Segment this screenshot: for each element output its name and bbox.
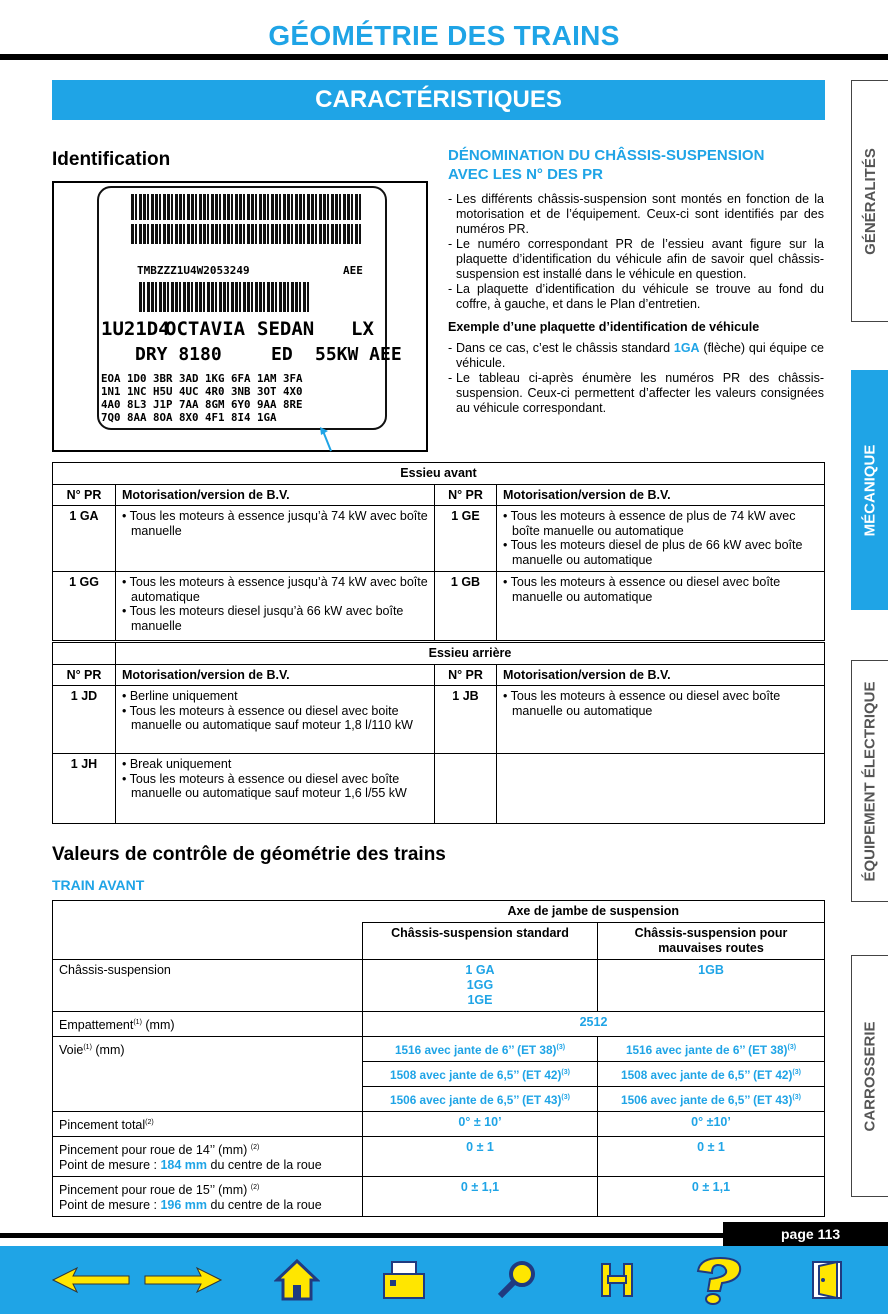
page-number: page 113 (723, 1222, 888, 1246)
tab-mecanique[interactable]: MÉCANIQUE (851, 370, 888, 610)
col-motor: Motorisation/version de B.V. (116, 484, 435, 506)
navigation-bar (0, 1246, 888, 1314)
plate-row2-engine: 55KW AEE (315, 344, 402, 365)
exit-icon[interactable] (804, 1250, 850, 1310)
example-heading: Exemple d’une plaquette d’identification de véhicule (448, 320, 760, 334)
plate-codes-line: 1N1 1NC H5U 4UC 4R0 3NB 3OT 4X0 (101, 385, 303, 398)
denomination-bullet: - Le numéro correspondant PR de l’essieu avant figure sur la plaquette d’identification du véhicule afin de savoir quel châssis-suspension est installé dans le véhicule en question. (448, 237, 824, 282)
plate-row2-code: DRY 8180 (135, 344, 222, 365)
plate-row1-body: SEDAN (257, 318, 315, 340)
col-motor: Motorisation/version de B.V. (497, 484, 825, 506)
front-axle-title: Essieu avant (53, 463, 825, 485)
col-bad-roads: Châssis-suspension pour mauvaises routes (598, 923, 825, 960)
arrow-right-icon[interactable] (142, 1250, 224, 1310)
section-banner: CARACTÉRISTIQUES (52, 80, 825, 120)
plate-codes-line: 4A0 8L3 J1P 7AA 8GM 6Y0 9AA 8RE (101, 398, 303, 411)
train-avant-table (52, 900, 825, 1217)
index-icon[interactable] (590, 1250, 646, 1310)
pr-table: Essieu avant N° PR Motorisation/version de B.V. N° PR Motorisation/version de B.V. 1 GA • Tous les moteurs à essence jusqu’à 74 kW avec boîte manuelle 1 GE • Tous les moteurs à essence de plus de 74 kW avec boîte manuelle ou automatique • Tous les moteurs diesel de plus de 66 kW avec boîte manuelle ou automatique 1 GG • Tous les moteurs à essence jusqu’à 74 kW avec boîte automatique • Tous les moteurs diesel jusqu’à 66 kW avec boîte manuelle 1 GB • Tous les moteurs à essence ou diesel avec boîte manuelle ou automatique Essieu arrière N° PR Motorisation/version de B.V. N° PR Motorisation/version de B.V. 1 JD • Berline uniquement • Tous les moteurs à essence ou diesel avec boite manuelle ou automatique sauf moteur 1,8 l/110 kW 1 JB • Tous les moteurs à essence ou diesel avec boîte manuelle ou automatique 1 JH • Break uniquement • Tous les moteurs à essence ou diesel avec boîte manuelle ou automatique sauf moteur 1,6 l/55 kW (52, 462, 825, 824)
col-pr: N° PR (435, 484, 497, 506)
print-icon[interactable] (374, 1250, 434, 1310)
table-row: 1 JD • Berline uniquement • Tous les moteurs à essence ou diesel avec boite manuelle ou automatique sauf moteur 1,8 l/110 kW 1 JB • Tous les moteurs à essence ou diesel avec boîte manuelle ou automatique (53, 686, 825, 754)
example-bullet: - Dans ce cas, c’est le châssis standard 1GA (flèche) qui équipe ce véhicule. (448, 341, 824, 371)
plate-row2-ed: ED (271, 344, 293, 365)
plate-row1-model: 1U21D4 (101, 318, 170, 340)
table-row: Pincement pour roue de 14’’ (mm) $^{(2)}$ Point de mesure : 184 mm du centre de la roue 0 ± 1 0 ± 1 (53, 1137, 825, 1177)
rear-axle-title: Essieu arrière (116, 642, 825, 665)
table-row: Empattement$^{(1)}$ (mm) 2512 (53, 1012, 825, 1037)
denomination-heading: DÉNOMINATION DU CHÂSSIS-SUSPENSION AVEC LES N° DES PR (448, 147, 765, 183)
home-icon[interactable] (270, 1250, 324, 1310)
col-standard: Châssis-suspension standard (363, 923, 598, 960)
table-row: 1 GA • Tous les moteurs à essence jusqu’à 74 kW avec boîte manuelle 1 GE • Tous les moteurs à essence de plus de 74 kW avec boîte manuelle ou automatique • Tous les moteurs diesel de plus de 66 kW avec boîte manuelle ou automatique (53, 506, 825, 572)
plate-row1-name: OCTAVIA (165, 318, 246, 340)
top-divider (0, 54, 888, 60)
arrow-indicator-icon (318, 425, 336, 453)
plate-vin-code: AEE (343, 264, 363, 277)
table-row: 1508 avec jante de 6,5’’ (ET 42)$^{(3)}$ 1508 avec jante de 6,5’’ (ET 42)$^{(3)}$ (53, 1062, 825, 1087)
help-icon[interactable] (684, 1250, 754, 1310)
plate-codes-line: 7Q0 8AA 8OA 8X0 4F1 8I4 1GA (101, 411, 277, 424)
table-row: 1 JH • Break uniquement • Tous les moteurs à essence ou diesel avec boîte manuelle ou automatique sauf moteur 1,6 l/55 kW (53, 754, 825, 824)
search-icon[interactable] (488, 1250, 544, 1310)
barcode-3 (139, 282, 309, 312)
group-header: Axe de jambe de suspension (363, 901, 825, 923)
barcode-1 (131, 194, 361, 220)
table-row: 1506 avec jante de 6,5’’ (ET 43)$^{(3)}$ 1506 avec jante de 6,5’’ (ET 43)$^{(3)}$ (53, 1087, 825, 1112)
table-row: Voie$^{(1)}$ (mm) 1516 avec jante de 6’’ (ET 38)$^{(3)}$ 1516 avec jante de 6’’ (ET 38)$^{(3)}$ (53, 1037, 825, 1062)
example-bullet: - Le tableau ci-après énumère les numéros PR des châssis-suspension. Ceux-ci permettent d’affecter les valeurs consignées au véhicule correspondant. (448, 371, 824, 416)
plate-codes-line: EOA 1D0 3BR 3AD 1KG 6FA 1AM 3FA (101, 372, 303, 385)
identification-plate (97, 186, 402, 430)
arrow-left-icon[interactable] (50, 1250, 132, 1310)
valeurs-heading: Valeurs de contrôle de géométrie des trains (52, 844, 446, 865)
tab-carrosserie[interactable]: CARROSSERIE (851, 955, 888, 1197)
identification-heading: Identification (52, 149, 171, 170)
highlight-code: 1GA (673, 341, 700, 355)
barcode-2 (131, 224, 361, 244)
tab-equipement-electrique[interactable]: ÉQUIPEMENT ÉLECTRIQUE (851, 660, 888, 902)
plate-vin: TMBZZZ1U4W2053249 (137, 264, 250, 277)
page-title: GÉOMÉTRIE DES TRAINS (268, 20, 620, 51)
denomination-bullet: - La plaquette d’identification du véhicule se trouve au fond du coffre, à gauche, et dans le Plan d’entretien. (448, 282, 824, 312)
denomination-bullet: - Les différents châssis-suspension sont montés en fonction de la motorisation et de l’équipement. Ceux-ci sont identifiés par des numéros PR. (448, 192, 824, 237)
tab-generalites[interactable]: GÉNÉRALITÉS (851, 80, 888, 322)
denomination-text (448, 192, 824, 416)
table-row: Pincement total$^{(2)}$ 0° ± 10’ 0° ±10’ (53, 1111, 825, 1136)
plate-row1-trim: LX (351, 318, 374, 340)
table-row: Châssis-suspension 1 GA 1GG 1GE 1GB (53, 960, 825, 1012)
table-row: 1 GG • Tous les moteurs à essence jusqu’à 74 kW avec boîte automatique • Tous les moteurs diesel jusqu’à 66 kW avec boîte manuelle 1 GB • Tous les moteurs à essence ou diesel avec boîte manuelle ou automatique (53, 572, 825, 642)
table-row: Pincement pour roue de 15’’ (mm) $^{(2)}$ Point de mesure : 196 mm du centre de la roue 0 ± 1,1 0 ± 1,1 (53, 1177, 825, 1217)
train-avant-heading: TRAIN AVANT (52, 877, 145, 893)
col-pr: N° PR (53, 484, 116, 506)
